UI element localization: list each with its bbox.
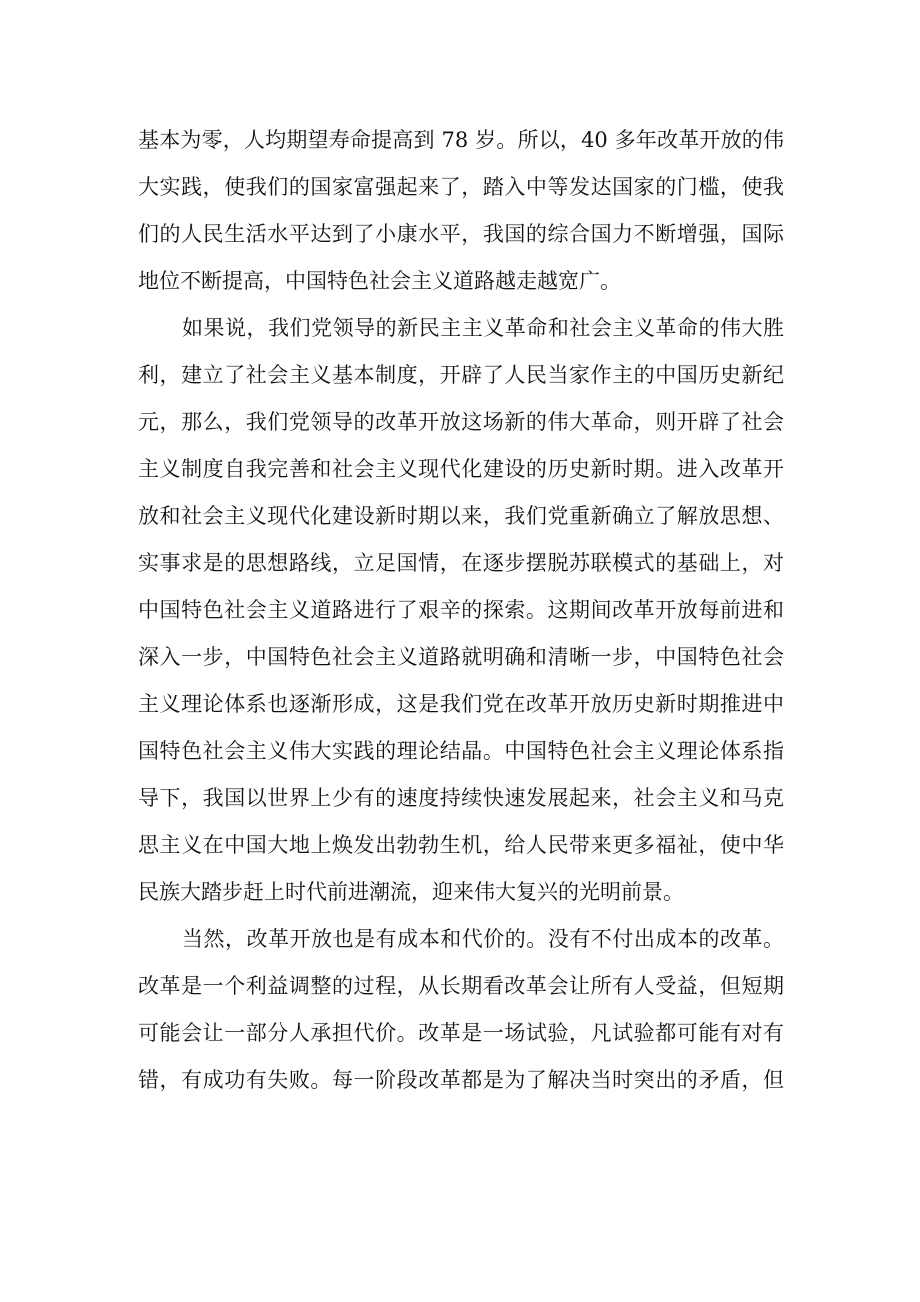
text-line: 大实践，使我们的国家富强起来了，踏入中等发达国家的门槛，使我 bbox=[138, 175, 784, 199]
text-line: 改革是一个利益调整的过程，从长期看改革会让所有人受益，但短期 bbox=[138, 974, 784, 998]
text-line: 元，那么，我们党领导的改革开放这场新的伟大革命，则开辟了社会 bbox=[138, 410, 784, 434]
text-line: 地位不断提高，中国特色社会主义道路越走越宽广。 bbox=[138, 269, 621, 293]
body-text bbox=[138, 117, 784, 1104]
text-line: 错，有成功有失败。每一阶段改革都是为了解决当时突出的矛盾，但 bbox=[138, 1068, 784, 1092]
text-line: 主义理论体系也逐渐形成，这是我们党在改革开放历史新时期推进中 bbox=[138, 692, 784, 716]
text-line: 国特色社会主义伟大实践的理论结晶。中国特色社会主义理论体系指 bbox=[138, 739, 784, 763]
text-line: 主义制度自我完善和社会主义现代化建设的历史新时期。进入改革开 bbox=[138, 457, 784, 481]
text-line: 可能会让一部分人承担代价。改革是一场试验，凡试验都可能有对有 bbox=[138, 1021, 784, 1045]
text-line: 如果说，我们党领导的新民主主义革命和社会主义革命的伟大胜 bbox=[182, 316, 784, 340]
text-line: 思主义在中国大地上焕发出勃勃生机，给人民带来更多福祉，使中华 bbox=[138, 833, 784, 857]
paragraph-3 bbox=[138, 916, 784, 1104]
text-line: 深入一步，中国特色社会主义道路就明确和清晰一步，中国特色社会 bbox=[138, 645, 784, 669]
text-line: 当然，改革开放也是有成本和代价的。没有不付出成本的改革。 bbox=[182, 927, 784, 951]
paragraph-2 bbox=[138, 305, 784, 916]
text-line: 利，建立了社会主义基本制度，开辟了人民当家作主的中国历史新纪 bbox=[138, 363, 784, 387]
text-line: 基本为零，人均期望寿命提高到 78 岁。所以，40 多年改革开放的伟 bbox=[138, 128, 784, 152]
text-line: 导下，我国以世界上少有的速度持续快速发展起来，社会主义和马克 bbox=[138, 786, 784, 810]
text-line: 民族大踏步赶上时代前进潮流，迎来伟大复兴的光明前景。 bbox=[138, 880, 684, 904]
text-line: 中国特色社会主义道路进行了艰辛的探索。这期间改革开放每前进和 bbox=[138, 598, 784, 622]
paragraph-1 bbox=[138, 117, 784, 305]
text-line: 们的人民生活水平达到了小康水平，我国的综合国力不断增强，国际 bbox=[138, 222, 784, 246]
text-line: 实事求是的思想路线，立足国情，在逐步摆脱苏联模式的基础上，对 bbox=[138, 551, 784, 575]
text-line: 放和社会主义现代化建设新时期以来，我们党重新确立了解放思想、 bbox=[138, 504, 784, 528]
